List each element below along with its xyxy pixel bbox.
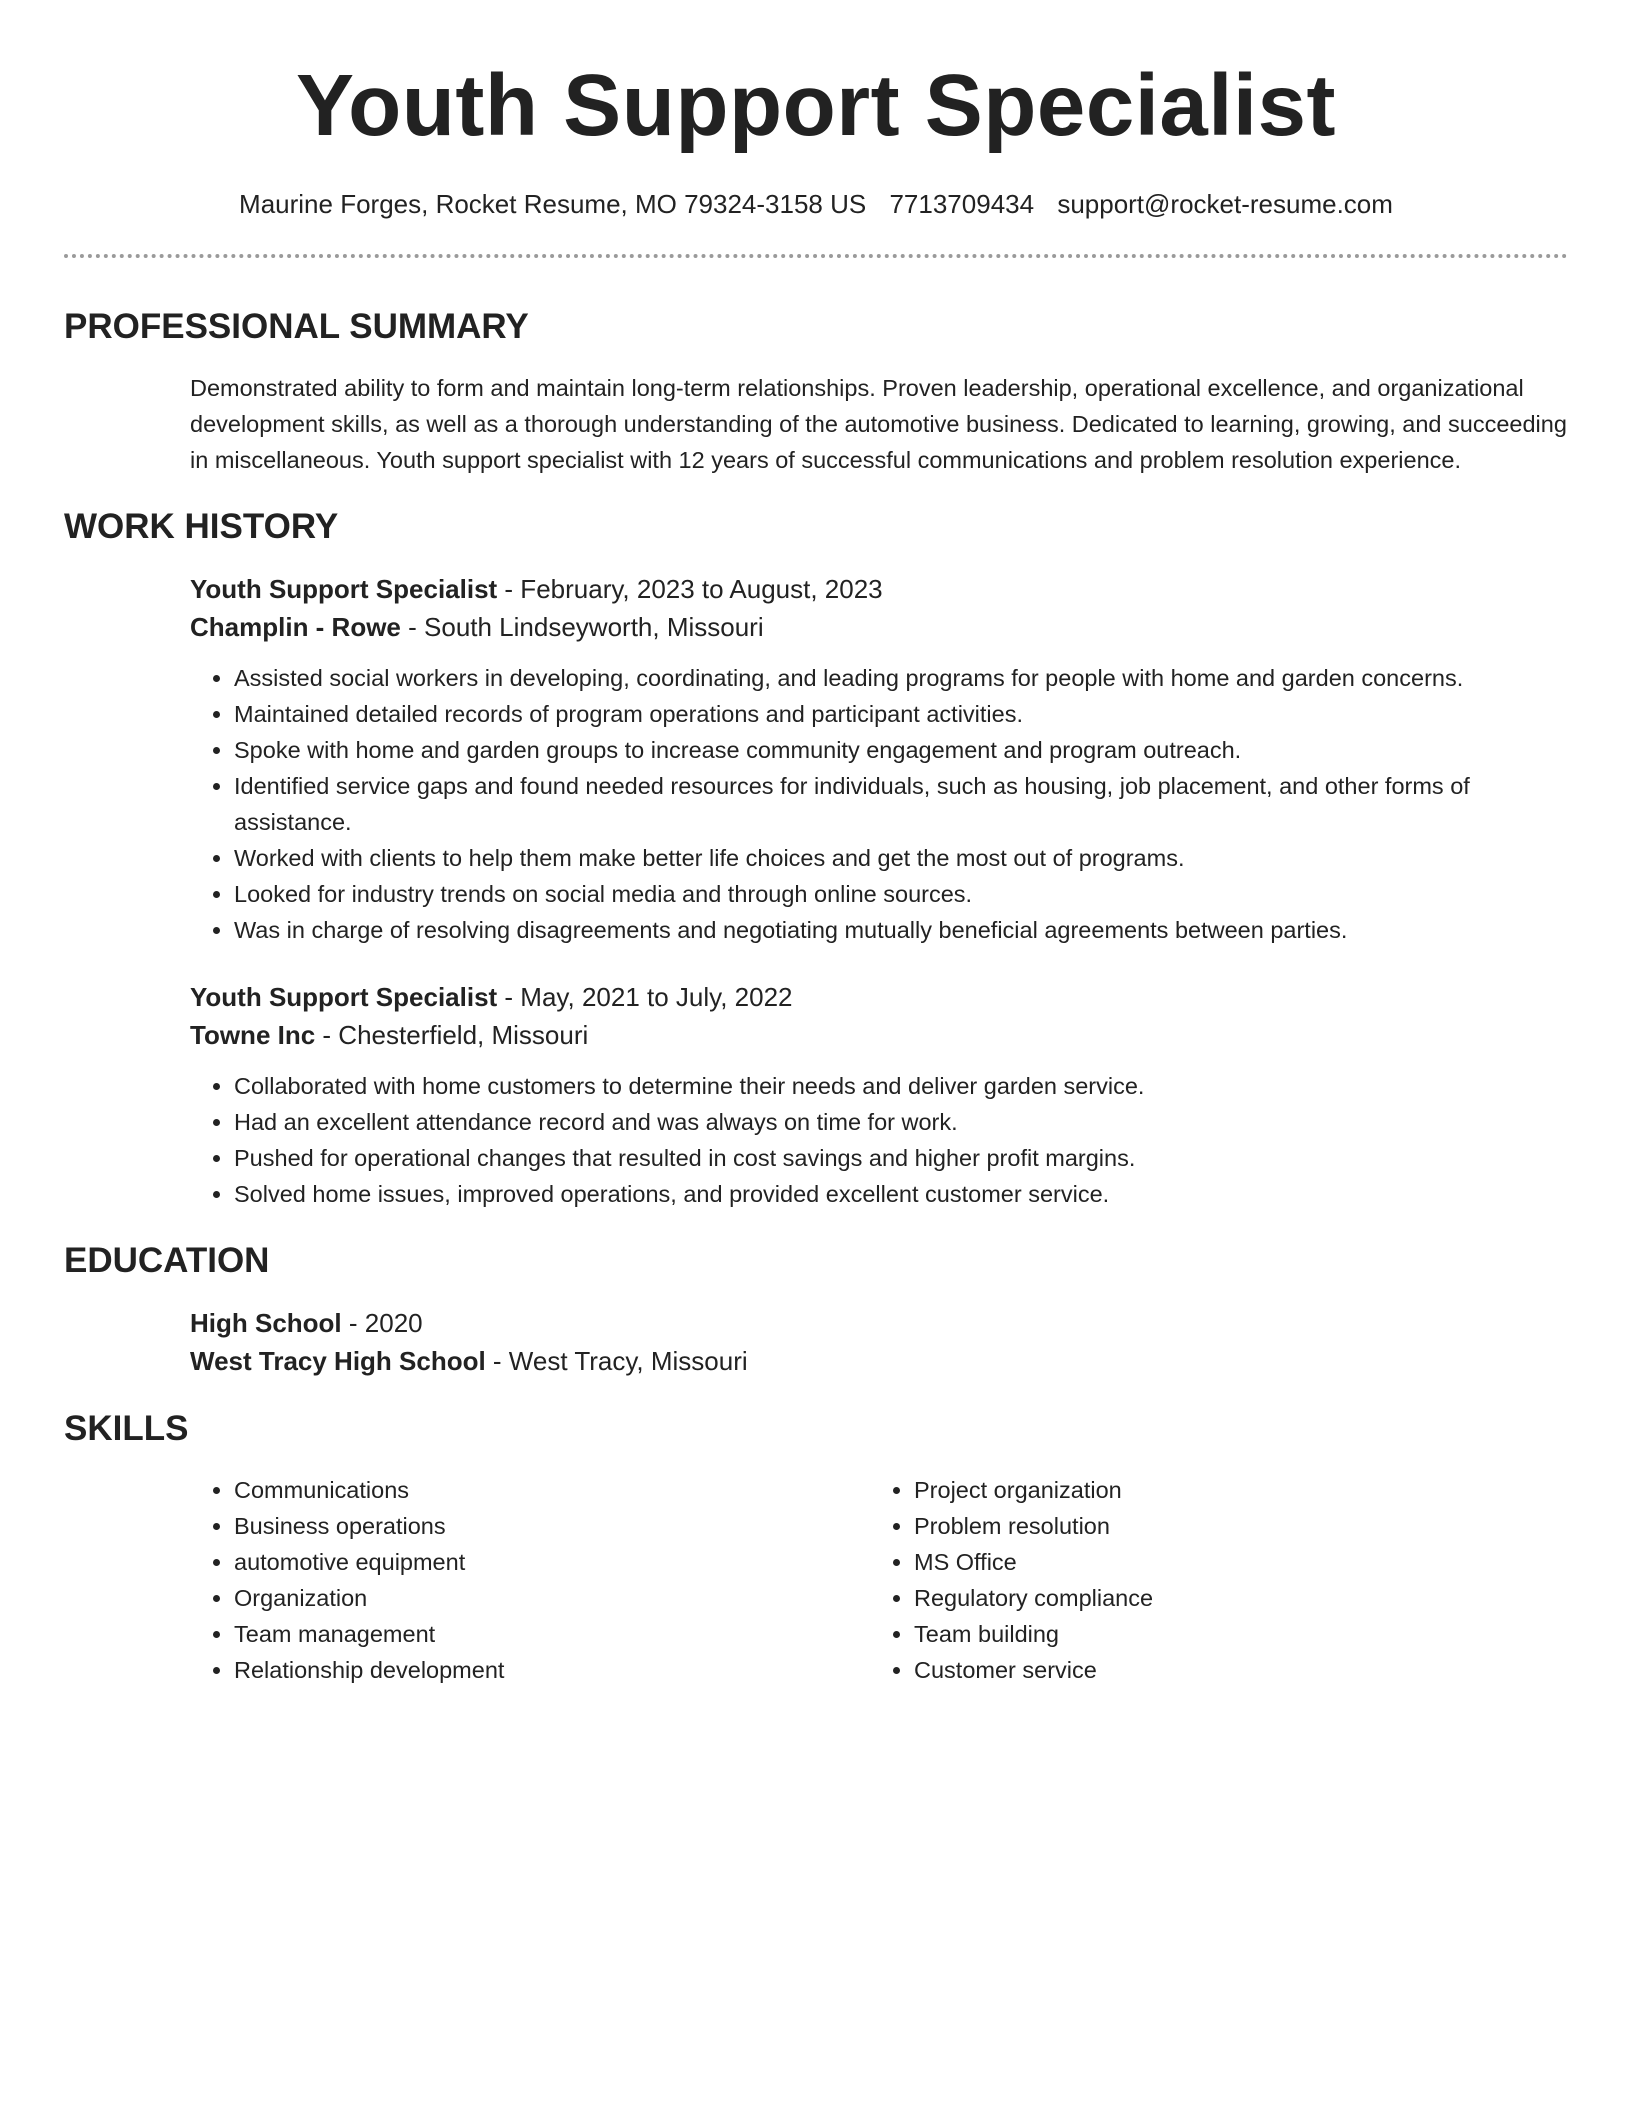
job-bullet: • Identified service gaps and found needed resources for individuals, such as housing, job placement, and other forms of assistance. xyxy=(234,768,1568,840)
job-entry xyxy=(64,978,1568,1212)
job-company-line xyxy=(190,1016,1568,1054)
job-bullet: • Looked for industry trends on social media and through online sources. xyxy=(234,876,1568,912)
job-bullet: • Had an excellent attendance record and was always on time for work. xyxy=(234,1104,1568,1140)
summary-body xyxy=(64,370,1568,478)
summary-text: Demonstrated ability to form and maintain long-term relationships. Proven leadership, operational excellence, and organizational development skills, as well as a thorough understanding of the automotive business. Dedicated to learning, growing, and succeeding in miscellaneous. Youth support specialist with 12 years of successful communications and problem resolution experience. xyxy=(190,375,1567,473)
skills-column-right xyxy=(870,1472,1550,1688)
job-bullet: • Pushed for operational changes that resulted in cost savings and higher profit margins. xyxy=(234,1140,1568,1176)
job-bullet: • Spoke with home and garden groups to increase community engagement and program outreach. xyxy=(234,732,1568,768)
job-bullet: • Was in charge of resolving disagreements and negotiating mutually beneficial agreements between parties. xyxy=(234,912,1568,948)
work-history-heading: WORK HISTORY xyxy=(64,507,339,546)
skill-item: • Communications xyxy=(234,1472,870,1508)
resume-title: Youth Support Specialist xyxy=(296,57,1336,154)
education-school-line xyxy=(190,1342,1568,1380)
job-company: Champlin - Rowe xyxy=(190,612,401,642)
skill-item: • Relationship development xyxy=(234,1652,870,1688)
job-title-line xyxy=(190,978,1568,1016)
job-title: Youth Support Specialist xyxy=(190,574,498,604)
contact-line xyxy=(64,188,1568,220)
skills-grid xyxy=(64,1472,1568,1688)
skill-item: • Regulatory compliance xyxy=(914,1580,1550,1616)
skill-item: • MS Office xyxy=(914,1544,1550,1580)
education-degree: High School xyxy=(190,1308,342,1338)
job-dates: - May, 2021 to July, 2022 xyxy=(497,982,793,1012)
skills-section xyxy=(64,1408,1568,1688)
job-bullets xyxy=(190,1068,1568,1212)
skill-item: • automotive equipment xyxy=(234,1544,870,1580)
contact-address: Maurine Forges, Rocket Resume, MO 79324-3158 US xyxy=(239,189,867,219)
education-entry xyxy=(64,1304,1568,1380)
job-company-line xyxy=(190,608,1568,646)
job-bullet: • Collaborated with home customers to determine their needs and deliver garden service. xyxy=(234,1068,1568,1104)
job-dates: - February, 2023 to August, 2023 xyxy=(497,574,883,604)
job-entry xyxy=(64,570,1568,948)
summary-section xyxy=(64,306,1568,478)
education-section xyxy=(64,1240,1568,1380)
contact-email: support@rocket-resume.com xyxy=(1057,189,1393,219)
education-school: West Tracy High School xyxy=(190,1346,486,1376)
skill-item: • Problem resolution xyxy=(914,1508,1550,1544)
header-divider xyxy=(64,254,1568,258)
job-location: - South Lindseyworth, Missouri xyxy=(400,612,764,642)
skill-item: • Business operations xyxy=(234,1508,870,1544)
skills-heading: SKILLS xyxy=(64,1409,189,1448)
job-title-line xyxy=(190,570,1568,608)
skills-column-left xyxy=(190,1472,870,1688)
job-bullet: • Maintained detailed records of program operations and participant activities. xyxy=(234,696,1568,732)
skill-item: • Team building xyxy=(914,1616,1550,1652)
skill-item: • Project organization xyxy=(914,1472,1550,1508)
job-bullet: • Worked with clients to help them make better life choices and get the most out of programs. xyxy=(234,840,1568,876)
contact-phone: 7713709434 xyxy=(889,189,1035,219)
education-heading: EDUCATION xyxy=(64,1241,270,1280)
education-location: - West Tracy, Missouri xyxy=(485,1346,748,1376)
education-degree-line xyxy=(190,1304,1568,1342)
skill-item: • Customer service xyxy=(914,1652,1550,1688)
summary-heading: PROFESSIONAL SUMMARY xyxy=(64,307,529,346)
work-history-section xyxy=(64,506,1568,1212)
skills-list-left xyxy=(190,1472,870,1688)
job-title: Youth Support Specialist xyxy=(190,982,498,1012)
job-bullet: • Solved home issues, improved operations, and provided excellent customer service. xyxy=(234,1176,1568,1212)
job-bullets xyxy=(190,660,1568,948)
education-year: - 2020 xyxy=(341,1308,423,1338)
job-location: - Chesterfield, Missouri xyxy=(315,1020,589,1050)
job-company: Towne Inc xyxy=(190,1020,316,1050)
skill-item: • Organization xyxy=(234,1580,870,1616)
job-bullet: • Assisted social workers in developing, coordinating, and leading programs for people with home and garden concerns. xyxy=(234,660,1568,696)
skills-list-right xyxy=(870,1472,1550,1688)
skill-item: • Team management xyxy=(234,1616,870,1652)
